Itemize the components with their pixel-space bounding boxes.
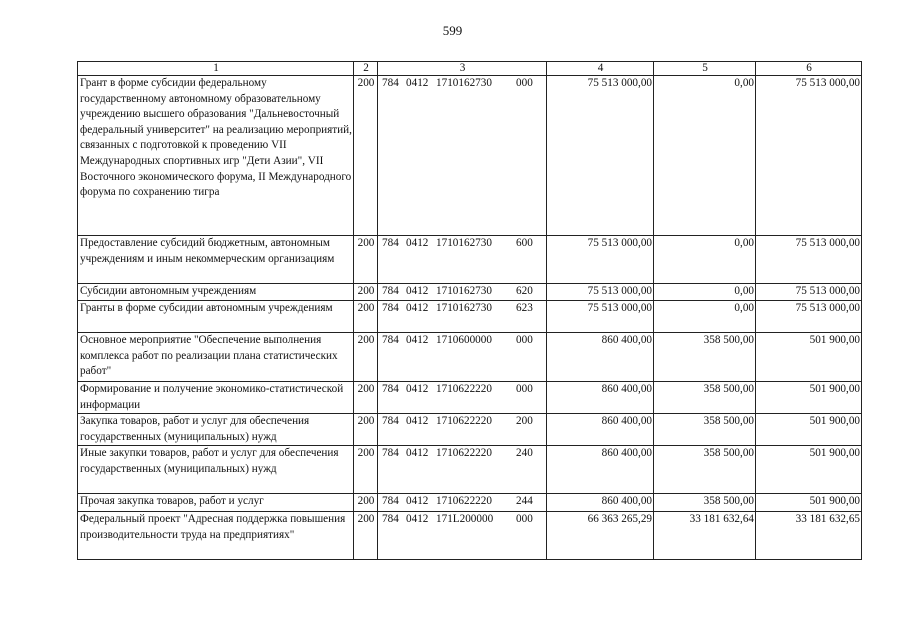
row-amount-4: 75 513 000,00 [547, 301, 654, 333]
code-section: 0412 [406, 513, 429, 526]
row-code-2: 200 [354, 236, 378, 284]
row-name: Прочая закупка товаров, работ и услуг [78, 494, 354, 512]
code-ministry: 784 [382, 447, 399, 460]
code-target: 1710622220 [436, 495, 492, 508]
code-ministry: 784 [382, 383, 399, 395]
row-code-3 [378, 512, 547, 560]
table-row [78, 512, 862, 560]
code-section: 0412 [406, 237, 429, 249]
code-expense-type: 000 [516, 334, 533, 346]
code-expense-type: 240 [516, 447, 533, 460]
row-amount-5: 33 181 632,64 [654, 512, 756, 560]
row-amount-4: 860 400,00 [547, 333, 654, 382]
column-header: 5 [654, 62, 756, 76]
code-ministry: 784 [382, 237, 399, 249]
row-code-3 [378, 382, 547, 414]
code-section: 0412 [406, 415, 429, 428]
code-expense-type: 600 [516, 237, 533, 249]
code-ministry: 784 [382, 415, 399, 428]
code-section: 0412 [406, 77, 429, 89]
row-code-3 [378, 446, 547, 494]
code-section: 0412 [406, 302, 429, 314]
code-target: 1710622220 [436, 415, 492, 428]
row-amount-6: 501 900,00 [756, 414, 862, 446]
code-target: 1710622220 [436, 383, 492, 395]
column-header: 2 [354, 62, 378, 76]
row-name: Закупка товаров, работ и услуг для обеспечения государственных (муниципальных) нужд [78, 414, 354, 446]
code-target: 1710162730 [436, 302, 492, 314]
row-amount-4: 860 400,00 [547, 414, 654, 446]
row-amount-4: 75 513 000,00 [547, 236, 654, 284]
code-target: 1710162730 [436, 237, 492, 249]
row-amount-6: 75 513 000,00 [756, 236, 862, 284]
code-target: 1710622220 [436, 447, 492, 460]
code-ministry: 784 [382, 77, 399, 89]
row-amount-4: 860 400,00 [547, 382, 654, 414]
code-expense-type: 244 [516, 495, 533, 508]
code-ministry: 784 [382, 285, 399, 297]
row-amount-6: 501 900,00 [756, 494, 862, 512]
row-code-2: 200 [354, 382, 378, 414]
row-amount-5: 358 500,00 [654, 333, 756, 382]
column-header: 6 [756, 62, 862, 76]
table-row [78, 446, 862, 494]
row-code-3 [378, 333, 547, 382]
row-amount-6: 75 513 000,00 [756, 284, 862, 301]
row-amount-4: 860 400,00 [547, 494, 654, 512]
row-amount-6: 33 181 632,65 [756, 512, 862, 560]
row-amount-6: 75 513 000,00 [756, 301, 862, 333]
row-amount-6: 501 900,00 [756, 382, 862, 414]
code-target: 171L200000 [436, 513, 494, 526]
page-number: 599 [442, 23, 463, 38]
row-amount-5: 358 500,00 [654, 446, 756, 494]
table-row [78, 301, 862, 333]
code-ministry: 784 [382, 495, 399, 508]
row-amount-4: 75 513 000,00 [547, 76, 654, 236]
table-row [78, 333, 862, 382]
row-amount-5: 0,00 [654, 284, 756, 301]
table-row [78, 494, 862, 512]
row-code-3 [378, 494, 547, 512]
row-amount-4: 860 400,00 [547, 446, 654, 494]
row-code-2: 200 [354, 512, 378, 560]
row-amount-5: 358 500,00 [654, 382, 756, 414]
code-section: 0412 [406, 447, 429, 460]
row-amount-6: 75 513 000,00 [756, 76, 862, 236]
row-code-2: 200 [354, 76, 378, 236]
column-header: 1 [78, 62, 354, 76]
code-target: 1710600000 [436, 334, 492, 346]
row-name: Формирование и получение экономико-статистической информации [78, 382, 354, 414]
row-code-3 [378, 236, 547, 284]
row-code-2: 200 [354, 494, 378, 512]
row-code-3 [378, 76, 547, 236]
row-amount-5: 0,00 [654, 236, 756, 284]
row-amount-5: 0,00 [654, 301, 756, 333]
row-name: Иные закупки товаров, работ и услуг для обеспечения государственных (муниципальных) нужд [78, 446, 354, 494]
code-section: 0412 [406, 495, 429, 508]
code-expense-type: 623 [516, 302, 533, 314]
row-name: Предоставление субсидий бюджетным, автономным учреждениям и иным некоммерческим организациям [78, 236, 354, 284]
row-amount-5: 0,00 [654, 76, 756, 236]
row-code-3 [378, 301, 547, 333]
row-name: Гранты в форме субсидии автономным учреждениям [78, 301, 354, 333]
table-row [78, 382, 862, 414]
code-section: 0412 [406, 383, 429, 395]
row-name: Субсидии автономным учреждениям [78, 284, 354, 301]
row-amount-4: 75 513 000,00 [547, 284, 654, 301]
row-amount-6: 501 900,00 [756, 333, 862, 382]
row-name: Основное мероприятие "Обеспечение выполнения комплекса работ по реализации плана статистических работ" [78, 333, 354, 382]
row-code-2: 200 [354, 284, 378, 301]
budget-table [77, 61, 862, 560]
code-expense-type: 200 [516, 415, 533, 428]
row-amount-4: 66 363 265,29 [547, 512, 654, 560]
table-row [78, 236, 862, 284]
table-header-row [78, 62, 862, 76]
code-expense-type: 000 [516, 513, 533, 526]
table-row [78, 414, 862, 446]
table-row [78, 76, 862, 236]
code-ministry: 784 [382, 334, 399, 346]
code-expense-type: 620 [516, 285, 533, 297]
code-ministry: 784 [382, 302, 399, 314]
row-code-3 [378, 414, 547, 446]
row-name: Грант в форме субсидии федеральному государственному автономному образовательному учреждению высшего образования "Дальневосточный федеральный университет" на реализацию мероприятий, связанных с подготовкой к проведению VII Международных спортивных игр "Дети Азии", VII Восточного экономического форума, II Международного форума по сохранению тигра [78, 76, 354, 236]
column-header: 3 [378, 62, 547, 76]
row-code-2: 200 [354, 414, 378, 446]
row-amount-6: 501 900,00 [756, 446, 862, 494]
code-section: 0412 [406, 334, 429, 346]
row-name: Федеральный проект "Адресная поддержка повышения производительности труда на предприятиях" [78, 512, 354, 560]
code-target: 1710162730 [436, 285, 492, 297]
row-code-2: 200 [354, 446, 378, 494]
code-section: 0412 [406, 285, 429, 297]
table-row [78, 284, 862, 301]
code-expense-type: 000 [516, 383, 533, 395]
row-code-2: 200 [354, 301, 378, 333]
row-amount-5: 358 500,00 [654, 494, 756, 512]
row-code-3 [378, 284, 547, 301]
code-target: 1710162730 [436, 77, 492, 89]
code-expense-type: 000 [516, 77, 533, 89]
code-ministry: 784 [382, 513, 399, 526]
column-header: 4 [547, 62, 654, 76]
row-amount-5: 358 500,00 [654, 414, 756, 446]
row-code-2: 200 [354, 333, 378, 382]
